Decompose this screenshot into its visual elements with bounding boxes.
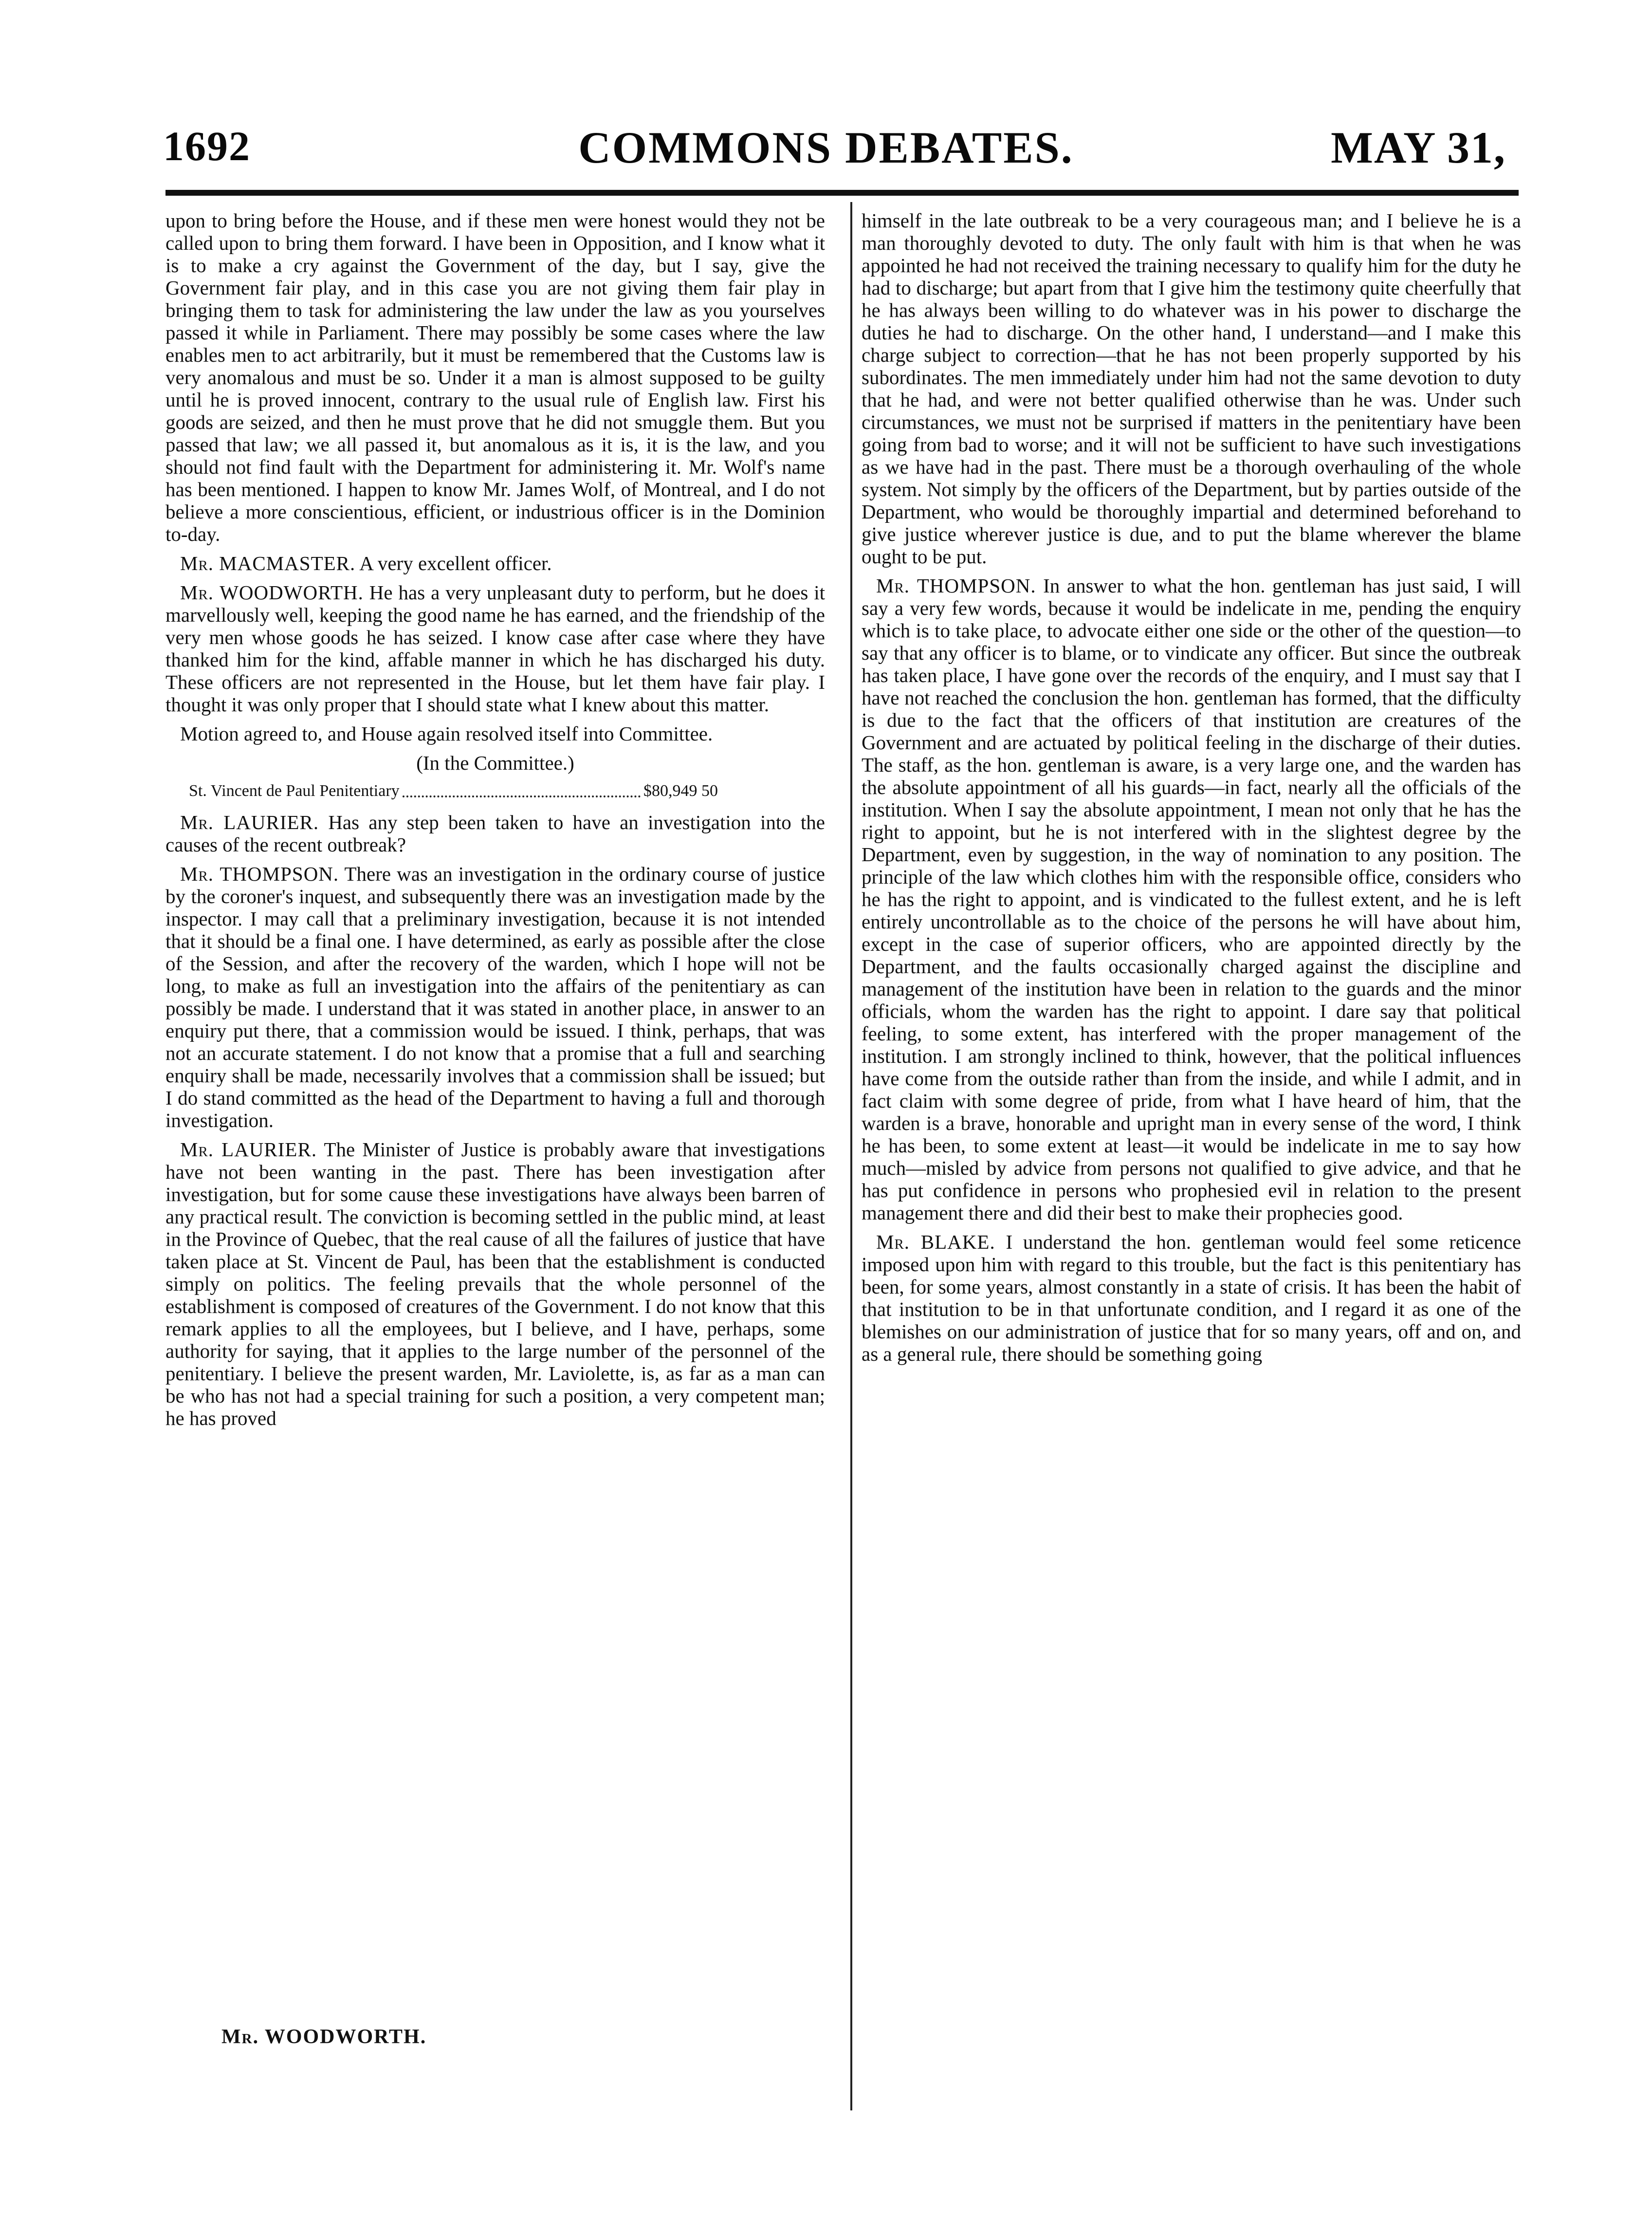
- speech: [165, 552, 825, 574]
- speaker-name: Mr. LAURIER.: [180, 1138, 317, 1161]
- estimate-item-name: St. Vincent de Paul Penitentiary: [189, 782, 400, 800]
- estimate-item-amount: $80,949 50: [643, 782, 718, 800]
- paragraph: upon to bring before the House, and if these men were honest would they not be called upon to bring them forward. I have been in Opposition, and I know what it is to make a cry against the Government of the day, but I say, give the Government fair play, and in this case you are not giving them fair play in bringing them to task for administering the law under the law as you yourselves passed it while in Parliament. There may possibly be some cases where the law enables men to act arbitrarily, but it must be remembered that the Customs law is very anomalous and must be so. Under it a man is almost supposed to be guilty until he is proved innocent, contrary to the usual rule of English law. First his goods are seized, and then he must prove that he did not smuggle them. But you passed that law; we all passed it, but anomalous as it is, it is the law, and you should not find fault with the Department for administering it. Mr. Wolf's name has been mentioned. I happen to know Mr. James Wolf, of Montreal, and I do not believe a more conscientious, efficient, or industrious officer is in the Dominion to-day.: [165, 209, 825, 545]
- speech-text: Has any step been taken to have an investigation into the causes of the recent outbreak?: [165, 811, 825, 856]
- speech-text: The Minister of Justice is probably aware that investigations have not been wanting in the past. There has been investigation after investigation, but for some cause these investigations have always been barren of any practical result. The conviction is becoming settled in the public mind, at least in the Province of Quebec, that the real cause of all the failures of justice that have taken place at St. Vincent de Paul, has been that the establishment is conducted simply on politics. The feeling prevails that the whole personnel of the establishment is composed of creatures of the Government. I do not know that this remark applies to all the employees, but I believe, and I have, perhaps, some authority for saying, that it applies to the large number of the personnel of the penitentiary. I believe the present warden, Mr. Laviolette, is, as far as a man can be who has not had a special training for such a position, a very competent man; he has proved: [165, 1138, 825, 1429]
- page-number: 1692: [163, 123, 251, 169]
- header-rule: [165, 190, 1519, 196]
- column-divider: [850, 202, 852, 2110]
- speaker-name: Mr. BLAKE.: [876, 1231, 995, 1253]
- speaker-name: Mr. WOODWORTH.: [180, 581, 364, 604]
- speech-text: I understand the hon. gentleman would feel some reticence imposed upon him with regard to this trouble, but the fact is this penitentiary has been, for some years, almost constantly in a state of crisis. It has been the habit of that institution to be in that unfortunate condition, and I regard it as one of the blemishes on our administration of justice that for so many years, off and on, and as a general rule, there should be something going: [862, 1231, 1521, 1365]
- speaker-name: Mr. MACMASTER.: [180, 552, 356, 574]
- speech-text: There was an investigation in the ordinary course of justice by the coroner's inquest, and subsequently there was an investigation made by the inspector. I may call that a preliminary investigation, because it is not intended that it should be a final one. I have determined, as early as possible after the close of the Session, and after the recovery of the warden, which I hope will not be long, to make as full an investigation into the affairs of the penitentiary as can possibly be made. I understand that it was stated in another place, in answer to an enquiry put there, that a commission would be issued. I think, perhaps, that was not an accurate statement. I do not know that a promise that a full and searching enquiry shall be made, necessarily involves that a commission shall be issued; but I do stand committed as the head of the Department to having a full and thorough investigation.: [165, 863, 825, 1131]
- paragraph: himself in the late outbreak to be a very courageous man; and I believe he is a man thoroughly devoted to duty. The only fault with him is that when he was appointed he had not received the training necessary to qualify him for the duty he had to discharge; but apart from that I give him the testimony quite cheerfully that he has always been willing to do whatever was in his power to discharge the duties he had to discharge. On the other hand, I understand—and I make this charge subject to correction—that he has not been properly supported by his subordinates. The men immediately under him had not the same devotion to duty that he had, and were not better qualified otherwise than he was. Under such circumstances, we must not be surprised if matters in the penitentiary have been going from bad to worse; and it will not be sufficient to have such investigations as we have had in the past. There must be a thorough overhauling of the whole system. Not simply by the officers of the Department, but by parties outside of the Department, who would be thoroughly impartial and determined beforehand to give justice wherever justice is due, and to put the blame wherever the blame ought to be put.: [862, 209, 1521, 568]
- speaker-name: Mr. THOMPSON.: [180, 863, 339, 885]
- speaker-name: Mr. THOMPSON.: [876, 574, 1036, 597]
- speech-text: In answer to what the hon. gentleman has just said, I will say a very few words, because it would be indelicate in me, pending the enquiry which is to take place, to advocate either one side or the other of the question—to say that any officer is to blame, or to vindicate any officer. But since the outbreak has taken place, I have gone over the records of the enquiry, and I must say that I have not reached the conclusion the hon. gentleman has formed, that the difficulty is due to the fact that the officers of that institution are creatures of the Government and are actuated by political feeling in the discharge of their duties. The staff, as the hon. gentleman is aware, is a very large one, and the warden has the absolute appointment of all his guards—in fact, nearly all the officials of the institution. When I say the absolute appointment, I mean not only that he has the right to appoint, but he is not interfered with in the slightest degree by the Department, even by suggestion, in the way of nomination to any position. The principle of the law which clothes him with the responsible office, considers who he has the right to appoint, and is vindicated to the fullest extent, and he is left entirely uncontrollable as to the choice of the persons he will have about him, except in the case of superior officers, who are appointed directly by the Department, and the faults occasionally charged against the discipline and management of the institution have been in relation to the guards and the minor officials, whom the warden has the right to appoint. I dare say that political feeling, to some extent, has interfered with the proper management of the institution. I am strongly inclined to think, however, that the political influences have come from the outside rather than from the inside, and while I admit, and in fact claim with some degree of pride, from what I have heard of him, that the warden is a brave, honorable and upright man in every sense of the word, I think he has been, to some extent at least—it would be indelicate in me to say how much—misled by advice from persons not qualified to give advice, and that he has put confidence in persons who prophesied evil in relation to the present management there and did their best to make their prophecies good.: [862, 574, 1521, 1224]
- estimate-item: [165, 780, 825, 802]
- speech: [165, 1138, 825, 1429]
- committee-heading: (In the Committee.): [416, 752, 574, 774]
- speech-text: A very excellent officer.: [359, 552, 552, 574]
- page-date: MAY 31,: [1331, 123, 1506, 172]
- speech-text: He has a very unpleasant duty to perform, but he does it marvellously well, keeping the good name he has earned, and the friendship of the very men whose goods he has seized. I know case after case where they have thanked him for the kind, affable manner in which he has discharged his duty. These officers are not represented in the House, but let them have fair play. I thought it was only proper that I should state what I knew about this matter.: [165, 581, 825, 716]
- speaker-name: Mr. LAURIER.: [180, 811, 319, 833]
- speech: [165, 581, 825, 716]
- footer-signature: Mr. WOODWORTH.: [221, 2026, 427, 2048]
- speech: [165, 863, 825, 1131]
- speech: [862, 574, 1521, 1224]
- paragraph: Motion agreed to, and House again resolved itself into Committee.: [180, 722, 713, 745]
- page-title: COMMONS DEBATES.: [578, 123, 1074, 172]
- left-column: [165, 209, 825, 2123]
- leader-dots: [403, 780, 641, 797]
- speech: [165, 811, 825, 856]
- speech: [862, 1231, 1521, 1365]
- right-column: [862, 209, 1521, 2123]
